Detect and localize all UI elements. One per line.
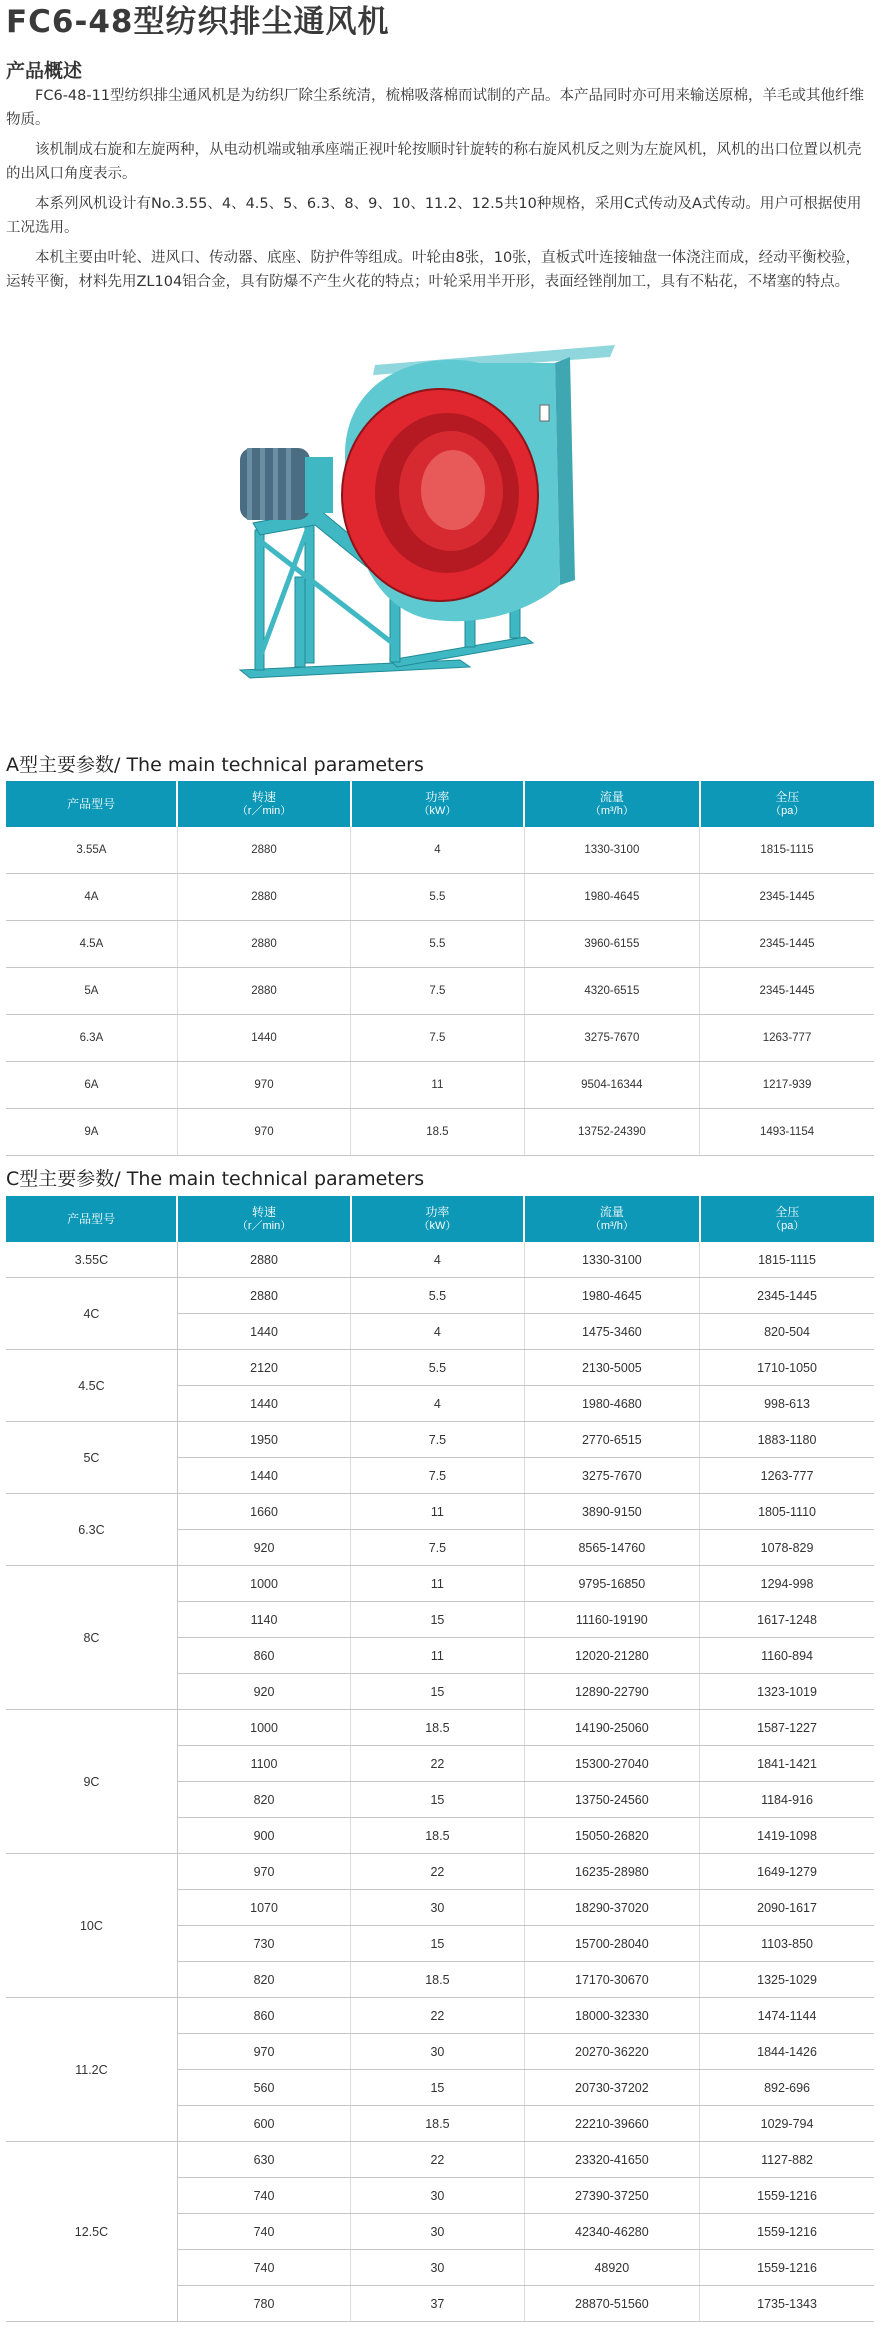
- model-cell: 12.5C: [6, 2142, 177, 2322]
- table-cell: 1029-794: [700, 2106, 874, 2142]
- table-cell: 820: [177, 1782, 350, 1818]
- table-row: [6, 1109, 874, 1156]
- page-title: FC6-48型纺织排尘通风机: [6, 4, 390, 40]
- table-row: [6, 2142, 874, 2178]
- table-cell: 4: [351, 1242, 524, 1278]
- table-row: [6, 1566, 874, 1602]
- table-cell: 9504-16344: [524, 1062, 699, 1109]
- table-cell: 1160-894: [700, 1638, 874, 1674]
- intro-paragraph: FC6-48-11型纺织排尘通风机是为纺织厂除尘系统清，梳棉吸落棉而试制的产品。本产品同时亦可用来输送原棉，羊毛或其他纤维物质。: [6, 88, 865, 128]
- table-cell: 892-696: [700, 2070, 874, 2106]
- table-cell: 1140: [177, 1602, 350, 1638]
- table-cell: 1440: [177, 1015, 350, 1062]
- table-cell: 2880: [177, 1242, 350, 1278]
- table-cell: 18290-37020: [524, 1890, 699, 1926]
- model-cell: 11.2C: [6, 1998, 177, 2142]
- table-cell: 2345-1445: [700, 921, 874, 968]
- table-cell: 1000: [177, 1710, 350, 1746]
- table-cell: 11: [351, 1062, 524, 1109]
- model-cell: 9C: [6, 1710, 177, 1854]
- table-cell: 12020-21280: [524, 1638, 699, 1674]
- table-cell: 1323-1019: [700, 1674, 874, 1710]
- table-row: [6, 1854, 874, 1890]
- table-cell: 3890-9150: [524, 1494, 699, 1530]
- table-row: [6, 1710, 874, 1746]
- header-model: 产品型号: [6, 781, 177, 827]
- table-cell: 1217-939: [700, 1062, 874, 1109]
- table-cell: 3.55A: [6, 827, 177, 874]
- table-cell: 7.5: [351, 968, 524, 1015]
- table-cell: 1735-1343: [700, 2286, 874, 2322]
- table-cell: 7.5: [351, 1422, 524, 1458]
- overview-heading: 产品概述: [6, 60, 83, 82]
- table-cell: 1440: [177, 1458, 350, 1494]
- table-cell: 3275-7670: [524, 1015, 699, 1062]
- table-cell: 780: [177, 2286, 350, 2322]
- model-cell: 5C: [6, 1422, 177, 1494]
- table-cell: 3960-6155: [524, 921, 699, 968]
- table-cell: 920: [177, 1674, 350, 1710]
- table-cell: 7.5: [351, 1458, 524, 1494]
- table-cell: 18.5: [351, 2106, 524, 2142]
- table-cell: 12890-22790: [524, 1674, 699, 1710]
- table-cell: 15050-26820: [524, 1818, 699, 1854]
- table-cell: 2130-5005: [524, 1350, 699, 1386]
- model-cell: 8C: [6, 1566, 177, 1710]
- table-cell: 7.5: [351, 1530, 524, 1566]
- table-c: [6, 1196, 874, 2322]
- table-cell: 1805-1110: [700, 1494, 874, 1530]
- intro-paragraph: 本机主要由叶轮、进风口、传动器、底座、防护件等组成。叶轮由8张，10张，直板式叶连接轴盘一体浇注而成，经动平衡校验，运转平衡，材料先用ZL104铝合金，具有防爆不产生火花的特点；叶轮采用半开形，表面经锉削加工，具有不粘花，不堵塞的特点。: [6, 250, 861, 290]
- table-cell: 970: [177, 1854, 350, 1890]
- table-c-title: C型主要参数/ The main technical parameters: [6, 1168, 425, 1190]
- table-cell: 820-504: [700, 1314, 874, 1350]
- table-cell: 30: [351, 2250, 524, 2286]
- table-cell: 4.5A: [6, 921, 177, 968]
- table-cell: 1475-3460: [524, 1314, 699, 1350]
- table-row: [6, 1278, 874, 1314]
- table-cell: 30: [351, 2214, 524, 2250]
- table-cell: 2880: [177, 827, 350, 874]
- table-cell: 1330-3100: [524, 1242, 699, 1278]
- model-cell: 6.3C: [6, 1494, 177, 1566]
- table-cell: 2345-1445: [700, 1278, 874, 1314]
- model-cell: 3.55C: [6, 1242, 177, 1278]
- table-cell: 30: [351, 2178, 524, 2214]
- table-cell: 17170-30670: [524, 1962, 699, 1998]
- table-cell: 740: [177, 2178, 350, 2214]
- table-cell: 6A: [6, 1062, 177, 1109]
- table-cell: 15: [351, 1926, 524, 1962]
- table-cell: 970: [177, 1062, 350, 1109]
- table-cell: 1587-1227: [700, 1710, 874, 1746]
- table-cell: 18.5: [351, 1818, 524, 1854]
- table-cell: 14190-25060: [524, 1710, 699, 1746]
- table-cell: 1559-1216: [700, 2214, 874, 2250]
- table-cell: 1419-1098: [700, 1818, 874, 1854]
- model-cell: 10C: [6, 1854, 177, 1998]
- table-cell: 5.5: [351, 1350, 524, 1386]
- table-cell: 42340-46280: [524, 2214, 699, 2250]
- table-row: [6, 1422, 874, 1458]
- table-cell: 1103-850: [700, 1926, 874, 1962]
- table-cell: 1440: [177, 1314, 350, 1350]
- table-row: [6, 1494, 874, 1530]
- table-cell: 11: [351, 1566, 524, 1602]
- table-cell: 1100: [177, 1746, 350, 1782]
- table-cell: 6.3A: [6, 1015, 177, 1062]
- table-a-body: [6, 827, 874, 1156]
- table-cell: 1710-1050: [700, 1350, 874, 1386]
- fan-inlet: [342, 389, 538, 601]
- table-cell: 15: [351, 1674, 524, 1710]
- table-cell: 2880: [177, 921, 350, 968]
- table-cell: 560: [177, 2070, 350, 2106]
- table-cell: 30: [351, 2034, 524, 2070]
- table-cell: 15700-28040: [524, 1926, 699, 1962]
- intro-paragraph: 本系列风机设计有No.3.55、4、4.5、5、6.3、8、9、10、11.2、12.5共10种规格，采用C式传动及A式传动。用户可根据使用工况选用。: [6, 196, 862, 236]
- table-cell: 28870-51560: [524, 2286, 699, 2322]
- table-cell: 15: [351, 1782, 524, 1818]
- table-cell: 11: [351, 1638, 524, 1674]
- table-cell: 18.5: [351, 1962, 524, 1998]
- table-cell: 20730-37202: [524, 2070, 699, 2106]
- table-row: [6, 1998, 874, 2034]
- table-cell: 1883-1180: [700, 1422, 874, 1458]
- table-cell: 22: [351, 1998, 524, 2034]
- table-cell: 740: [177, 2250, 350, 2286]
- table-cell: 7.5: [351, 1015, 524, 1062]
- intro-paragraph: 该机制成右旋和左旋两种，从电动机端或轴承座端正视叶轮按顺时针旋转的称右旋风机反之则为左旋风机，风机的出口位置以机壳的出风口角度表示。: [6, 142, 862, 182]
- table-cell: 22: [351, 2142, 524, 2178]
- header-speed: 转速 （r／min）: [177, 781, 350, 827]
- table-cell: 1559-1216: [700, 2250, 874, 2286]
- table-cell: 5.5: [351, 874, 524, 921]
- table-cell: 18.5: [351, 1109, 524, 1156]
- table-row: [6, 1242, 874, 1278]
- table-a: [6, 781, 874, 1156]
- table-cell: 1330-3100: [524, 827, 699, 874]
- table-cell: 15300-27040: [524, 1746, 699, 1782]
- table-cell: 2120: [177, 1350, 350, 1386]
- table-cell: 860: [177, 1998, 350, 2034]
- header-model: 产品型号: [6, 1196, 177, 1242]
- table-cell: 18.5: [351, 1710, 524, 1746]
- table-cell: 5A: [6, 968, 177, 1015]
- table-row: [6, 1062, 874, 1109]
- header-speed: 转速 （r／min）: [177, 1196, 350, 1242]
- table-cell: 1325-1029: [700, 1962, 874, 1998]
- table-cell: 1559-1216: [700, 2178, 874, 2214]
- table-cell: 13750-24560: [524, 1782, 699, 1818]
- table-row: [6, 1350, 874, 1386]
- table-cell: 920: [177, 1530, 350, 1566]
- table-cell: 15: [351, 2070, 524, 2106]
- table-cell: 1493-1154: [700, 1109, 874, 1156]
- table-cell: 1660: [177, 1494, 350, 1530]
- table-cell: 8565-14760: [524, 1530, 699, 1566]
- table-cell: 4: [351, 827, 524, 874]
- table-cell: 2345-1445: [700, 874, 874, 921]
- table-cell: 1980-4645: [524, 874, 699, 921]
- header-flow: 流量 （m³/h）: [524, 1196, 699, 1242]
- table-cell: 37: [351, 2286, 524, 2322]
- table-cell: 1294-998: [700, 1566, 874, 1602]
- table-cell: 11: [351, 1494, 524, 1530]
- header-flow: 流量 （m³/h）: [524, 781, 699, 827]
- motor: [240, 448, 333, 520]
- table-cell: 9A: [6, 1109, 177, 1156]
- table-cell: 1474-1144: [700, 1998, 874, 2034]
- table-cell: 4: [351, 1386, 524, 1422]
- table-cell: 1617-1248: [700, 1602, 874, 1638]
- table-cell: 4: [351, 1314, 524, 1350]
- table-cell: 9795-16850: [524, 1566, 699, 1602]
- table-cell: 22: [351, 1746, 524, 1782]
- header-power: 功率 （kW）: [351, 781, 524, 827]
- table-cell: 900: [177, 1818, 350, 1854]
- table-cell: 1127-882: [700, 2142, 874, 2178]
- fan-product-image: [225, 345, 625, 700]
- table-cell: 22210-39660: [524, 2106, 699, 2142]
- table-cell: 860: [177, 1638, 350, 1674]
- table-cell: 3275-7670: [524, 1458, 699, 1494]
- table-cell: 16235-28980: [524, 1854, 699, 1890]
- table-cell: 23320-41650: [524, 2142, 699, 2178]
- table-cell: 1815-1115: [700, 827, 874, 874]
- header-power: 功率 （kW）: [351, 1196, 524, 1242]
- table-cell: 48920: [524, 2250, 699, 2286]
- table-cell: 1070: [177, 1890, 350, 1926]
- table-row: [6, 921, 874, 968]
- table-cell: 2770-6515: [524, 1422, 699, 1458]
- table-cell: 27390-37250: [524, 2178, 699, 2214]
- table-cell: 1980-4645: [524, 1278, 699, 1314]
- table-cell: 11160-19190: [524, 1602, 699, 1638]
- table-cell: 18000-32330: [524, 1998, 699, 2034]
- table-cell: 820: [177, 1962, 350, 1998]
- model-cell: 4C: [6, 1278, 177, 1350]
- table-cell: 1980-4680: [524, 1386, 699, 1422]
- table-cell: 1440: [177, 1386, 350, 1422]
- table-cell: 13752-24390: [524, 1109, 699, 1156]
- table-cell: 600: [177, 2106, 350, 2142]
- table-cell: 2880: [177, 874, 350, 921]
- table-c-body: [6, 1242, 874, 2322]
- table-cell: 730: [177, 1926, 350, 1962]
- table-row: [6, 827, 874, 874]
- table-cell: 970: [177, 1109, 350, 1156]
- table-cell: 1950: [177, 1422, 350, 1458]
- table-row: [6, 874, 874, 921]
- table-cell: 2880: [177, 1278, 350, 1314]
- table-cell: 1649-1279: [700, 1854, 874, 1890]
- header-pressure: 全压 （pa）: [700, 1196, 874, 1242]
- table-cell: 998-613: [700, 1386, 874, 1422]
- table-cell: 30: [351, 1890, 524, 1926]
- table-cell: 740: [177, 2214, 350, 2250]
- table-cell: 1078-829: [700, 1530, 874, 1566]
- table-cell: 2345-1445: [700, 968, 874, 1015]
- table-cell: 970: [177, 2034, 350, 2070]
- table-cell: 1000: [177, 1566, 350, 1602]
- table-cell: 1184-916: [700, 1782, 874, 1818]
- table-cell: 1844-1426: [700, 2034, 874, 2070]
- table-a-title: A型主要参数/ The main technical parameters: [6, 754, 424, 776]
- table-cell: 20270-36220: [524, 2034, 699, 2070]
- table-cell: 1815-1115: [700, 1242, 874, 1278]
- table-cell: 2880: [177, 968, 350, 1015]
- table-cell: 1263-777: [700, 1458, 874, 1494]
- table-cell: 2090-1617: [700, 1890, 874, 1926]
- table-cell: 1263-777: [700, 1015, 874, 1062]
- table-cell: 15: [351, 1602, 524, 1638]
- table-cell: 4A: [6, 874, 177, 921]
- table-row: [6, 968, 874, 1015]
- table-row: [6, 1015, 874, 1062]
- table-cell: 22: [351, 1854, 524, 1890]
- table-cell: 5.5: [351, 921, 524, 968]
- model-cell: 4.5C: [6, 1350, 177, 1422]
- table-cell: 4320-6515: [524, 968, 699, 1015]
- table-cell: 5.5: [351, 1278, 524, 1314]
- table-cell: 1841-1421: [700, 1746, 874, 1782]
- intro-text: [6, 84, 868, 300]
- header-pressure: 全压 （pa）: [700, 781, 874, 827]
- table-cell: 630: [177, 2142, 350, 2178]
